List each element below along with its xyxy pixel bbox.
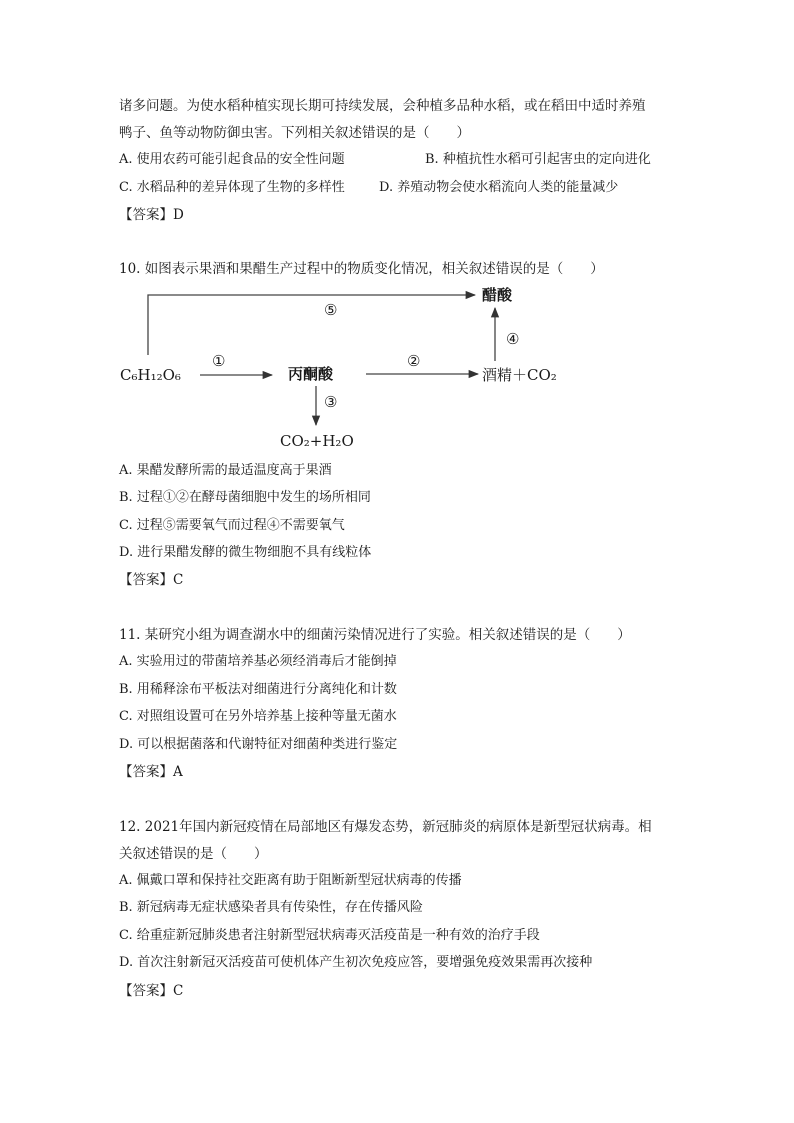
label-pyruvate: 丙酮酸 xyxy=(288,365,334,383)
q9-option-b: B. 种植抗性水稻可引起害虫的定向进化 xyxy=(425,152,651,167)
label-glucose: C₆H₁₂O₆ xyxy=(120,366,181,384)
q12-option-b: B. 新冠病毒无症状感染者具有传染性，存在传播风险 xyxy=(119,900,423,915)
q12-stem-line-2: 关叙述错误的是（ ） xyxy=(119,846,268,862)
q12-option-a: A. 佩戴口罩和保持社交距离有助于阻断新型冠状病毒的传播 xyxy=(119,873,462,888)
q10-option-d: D. 进行果醋发酵的微生物细胞不具有线粒体 xyxy=(119,545,372,560)
q9-option-c: C. 水稻品种的差异体现了生物的多样性 xyxy=(119,180,345,195)
q10-stem: 10. 如图表示果酒和果醋生产过程中的物质变化情况，相关叙述错误的是（ ） xyxy=(119,261,604,277)
q10-answer: 【答案】C xyxy=(119,572,184,588)
q11-answer: 【答案】A xyxy=(119,764,183,780)
q9-stem-line-1: 诸多问题。为使水稻种植实现长期可持续发展，会种植多品种水稻，或在稻田中适时养殖 xyxy=(119,98,646,114)
q12-option-d: D. 首次注射新冠灭活疫苗可使机体产生初次免疫应答，要增强免疫效果需再次接种 xyxy=(119,955,593,970)
q11-option-a: A. 实验用过的带菌培养基必须经消毒后才能倒掉 xyxy=(119,654,397,669)
label-step3: ③ xyxy=(324,393,338,411)
q9-stem-line-2: 鸭子、鱼等动物防御虫害。下列相关叙述错误的是（ ） xyxy=(119,125,470,141)
q10-option-c: C. 过程⑤需要氧气而过程④不需要氧气 xyxy=(119,518,345,533)
label-vinegar: 醋酸 xyxy=(482,286,513,304)
fermentation-diagram xyxy=(110,280,580,460)
q11-option-d: D. 可以根据菌落和代谢特征对细菌种类进行鉴定 xyxy=(119,737,398,752)
q11-option-b: B. 用稀释涂布平板法对细菌进行分离纯化和计数 xyxy=(119,682,397,697)
q11-option-c: C. 对照组设置可在另外培养基上接种等量无菌水 xyxy=(119,709,397,724)
label-step5: ⑤ xyxy=(324,301,338,319)
label-alcohol-co2: 酒精＋CO₂ xyxy=(482,366,557,384)
q9-option-a: A. 使用农药可能引起食品的安全性问题 xyxy=(119,152,345,167)
label-step4: ④ xyxy=(506,330,520,348)
q12-answer: 【答案】C xyxy=(119,983,184,999)
label-step1: ① xyxy=(212,352,226,370)
label-co2-h2o: CO₂+H₂O xyxy=(280,432,354,450)
label-step2: ② xyxy=(407,352,421,370)
q11-stem: 11. 某研究小组为调查湖水中的细菌污染情况进行了实验。相关叙述错误的是（ ） xyxy=(119,627,631,643)
q10-option-b: B. 过程①②在酵母菌细胞中发生的场所相同 xyxy=(119,490,371,505)
q10-option-a: A. 果醋发酵所需的最适温度高于果酒 xyxy=(119,463,332,478)
q12-stem-line-1: 12. 2021年国内新冠疫情在局部地区有爆发态势，新冠肺炎的病原体是新型冠状病毒。相 xyxy=(119,819,652,835)
q9-option-d: D. 养殖动物会使水稻流向人类的能量减少 xyxy=(379,180,619,195)
q9-answer: 【答案】D xyxy=(119,207,184,223)
arrow-step5 xyxy=(148,295,475,355)
q12-option-c: C. 给重症新冠肺炎患者注射新型冠状病毒灭活疫苗是一种有效的治疗手段 xyxy=(119,928,540,943)
